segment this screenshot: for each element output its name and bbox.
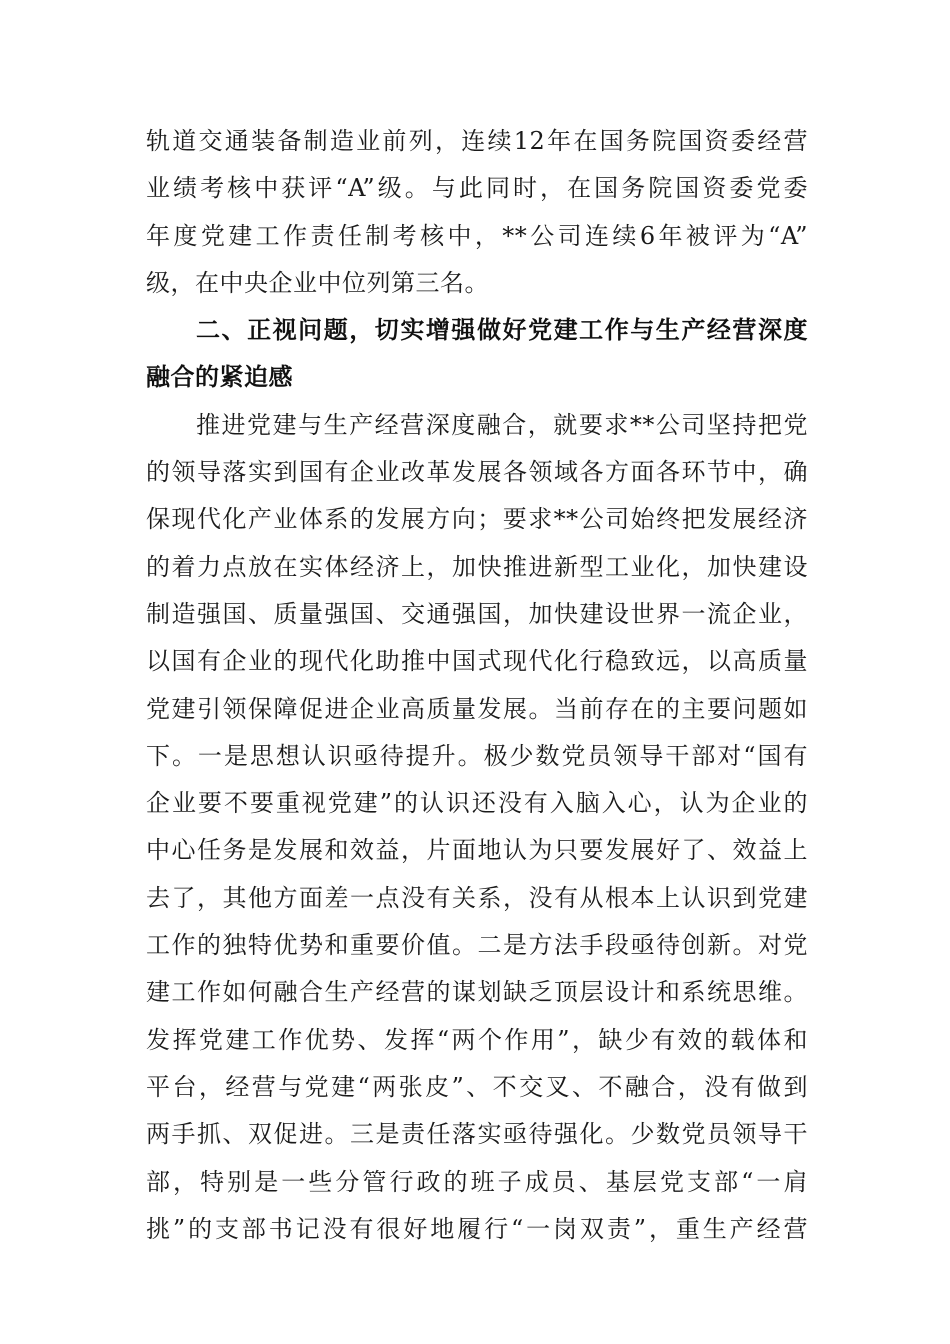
paragraph-line: 挑”的支部书记没有很好地履行“一岗双责”，重生产经营	[146, 1214, 808, 1243]
paragraph-line: 平台，经营与党建“两张皮”、不交叉、不融合，没有做到	[146, 1072, 808, 1101]
paragraph-line: 业绩考核中获评“A”级。与此同时，在国务院国资委党委	[146, 174, 808, 203]
paragraph-line: 年度党建工作责任制考核中，**公司连续6年被评为“A”	[146, 221, 808, 250]
paragraph-line: 推进党建与生产经营深度融合，就要求**公司坚持把党	[196, 410, 808, 439]
paragraph-line: 企业要不要重视党建”的认识还没有入脑入心，认为企业的	[146, 789, 808, 818]
paragraph-line: 部，特别是一些分管行政的班子成员、基层党支部“一肩	[146, 1167, 808, 1196]
paragraph-line: 去了，其他方面差一点没有关系，没有从根本上认识到党建	[146, 883, 808, 912]
paragraph-line: 党建引领保障促进企业高质量发展。当前存在的主要问题如	[146, 694, 808, 723]
paragraph-line: 发挥党建工作优势、发挥“两个作用”，缺少有效的载体和	[146, 1025, 808, 1054]
paragraph-line: 工作的独特优势和重要价值。二是方法手段亟待创新。对党	[146, 931, 808, 960]
paragraph-line: 的领导落实到国有企业改革发展各领域各方面各环节中，确	[146, 458, 808, 487]
paragraph-line: 级，在中央企业中位列第三名。	[146, 268, 489, 297]
paragraph-line: 的着力点放在实体经济上，加快推进新型工业化，加快建设	[146, 552, 808, 581]
paragraph-line: 两手抓、双促进。三是责任落实亟待强化。少数党员领导干	[146, 1120, 808, 1149]
paragraph-line: 中心任务是发展和效益，片面地认为只要发展好了、效益上	[146, 836, 808, 865]
document-body	[146, 118, 808, 1253]
paragraph-line: 保现代化产业体系的发展方向；要求**公司始终把发展经济	[146, 505, 808, 534]
paragraph-line: 轨道交通装备制造业前列，连续12年在国务院国资委经营	[146, 127, 808, 155]
paragraph-line: 下。一是思想认识亟待提升。极少数党员领导干部对“国有	[146, 741, 808, 770]
paragraph-line: 以国有企业的现代化助推中国式现代化行稳致远，以高质量	[146, 647, 808, 676]
paragraph-line: 制造强国、质量强国、交通强国，加快建设世界一流企业，	[146, 599, 808, 628]
paragraph-line: 建工作如何融合生产经营的谋划缺乏顶层设计和系统思维。	[146, 978, 808, 1007]
section-heading-line: 二、正视问题，切实增强做好党建工作与生产经营深度	[196, 316, 808, 345]
section-heading-line: 融合的紧迫感	[146, 363, 293, 392]
